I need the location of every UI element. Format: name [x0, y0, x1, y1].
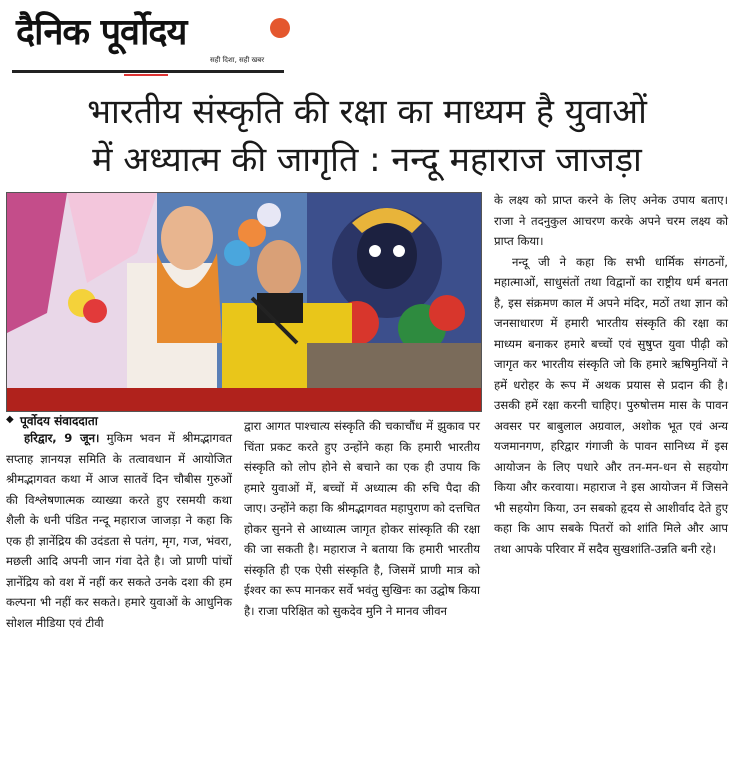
headline-line-1: भारतीय संस्कृति की रक्षा का माध्यम है युवाओं [87, 92, 647, 132]
masthead-accent-rule [124, 74, 168, 76]
column-3-paragraph-2: नन्दू जी ने कहा कि सभी धार्मिक संगठनों, महात्माओं, साधुसंतों तथा विद्वानों का राष्ट्रीय धर्म बनता है, इस संक्रमण काल में अपने मंदिर, मठों तथा ज्ञान को जनसाधारण में हमारी भारतीय संस्कृति की रक्षा का माध्यम बनाकर हमारे बच्चों एवं सुषुप्त युवा पीढ़ी को जागृत कर भारतीय संस्कृति जो कि हमारे ऋषिमुनियों ने हमें धरोहर के रूप में अथक प्रयास से प्रदान की है। उसकी हमें रक्षा करनी चाहिए। पुरुषोत्तम मास के पावन अवसर पर बाबुलाल अग्रवाल, अशोक भूत एवं अन्य यजमानगण, हरिद्वार गंगाजी के पावन सानिध्य में इस आयोजन के लिए पधारे और तन-मन-धन से सहयोग किया और करवाया। महाराज ने इस आयोजन में जिसने भी सहयोग किया, उन सबको हृदय से आशीर्वाद देते हुए कहा कि आप सबके पितरों को शांति मिले और आप तथा आपके परिवार में सदैव सुखशांति-उन्नति बनी रहे। [494, 254, 728, 556]
article-column-1 [6, 428, 232, 633]
newspaper-title: दैनिक पूर्वोदय [16, 12, 187, 53]
newspaper-tagline: सही दिशा, सही खबर [210, 56, 265, 64]
logo-dot-icon [270, 18, 290, 38]
masthead-rule [12, 70, 284, 73]
masthead [12, 6, 284, 72]
column-3-paragraph-1: के लक्ष्य को प्राप्त करने के लिए अनेक उपाय बताए। राजा ने तदनुकुल आचरण करके अपने चरम लक्ष्य को प्राप्त किया। [494, 193, 728, 248]
byline-marker-icon: ◆ [6, 414, 14, 425]
event-photo-illustration [7, 193, 481, 411]
dateline: हरिद्वार, 9 जून। [24, 431, 100, 445]
news-photo [6, 192, 482, 412]
byline: पूर्वोदय संवाददाता [20, 414, 98, 428]
article-column-3 [494, 190, 728, 559]
column-1-text: मुकिम भवन में श्रीमद्भागवत सप्ताह ज्ञानयज्ञ समिति के तत्वावधान में आयोजित श्रीमद्भागवत कथा में आज सातवें दिन चौबीस गुरुओं की विश्लेषणात्मक व्याख्या करते हुए रसमयी कथा शैली के धनी पंडित नन्दू महाराज जाजड़ा ने कहा कि एक ही ज्ञानेंद्रिय की उदंडता से पतंग, मृग, गज, भंवरा, मछली आदि अपनी जान गंवा देते है। जो प्राणी पांचों ज्ञानेंद्रिय को वश में नहीं कर सकते उनके दशा की हम कल्पना भी नहीं कर सकते। हमारे युवाओं के आधुनिक सोशल मीडिया एवं टीवी [6, 431, 232, 630]
article-column-2 [244, 416, 480, 621]
column-2-text: द्वारा आगत पाश्चात्य संस्कृति की चकाचौंध में झुकाव पर चिंता प्रकट करते हुए उन्होंने कहा कि हमारी भारतीय संस्कृति को लोप होने से बचाने का एक ही उपाय कि हमारे युवाओं में, बच्चों में अध्यात्म की रुचि पैदा की जाए। उन्होंने कहा कि श्रीमद्भागवत महापुराण को दत्तचित होकर सुनने से आध्यात्म जागृत होकर सांस्कृति की रक्षा की जा सकती है। महाराज ने बताया कि हमारी भारतीय संस्कृति ही एक ऐसी संस्कृति है, जिसमें प्राणी मात्र को ईश्वर का रूप मानकर सर्वे भवंतु सुखिनः का उद्घोष किया है। राजा परिक्षित को सुकदेव मुनि ने मानव जीवन [244, 419, 480, 618]
headline-line-2: में अध्यात्म की जागृति : नन्दू महाराज जाजड़ा [92, 140, 642, 180]
